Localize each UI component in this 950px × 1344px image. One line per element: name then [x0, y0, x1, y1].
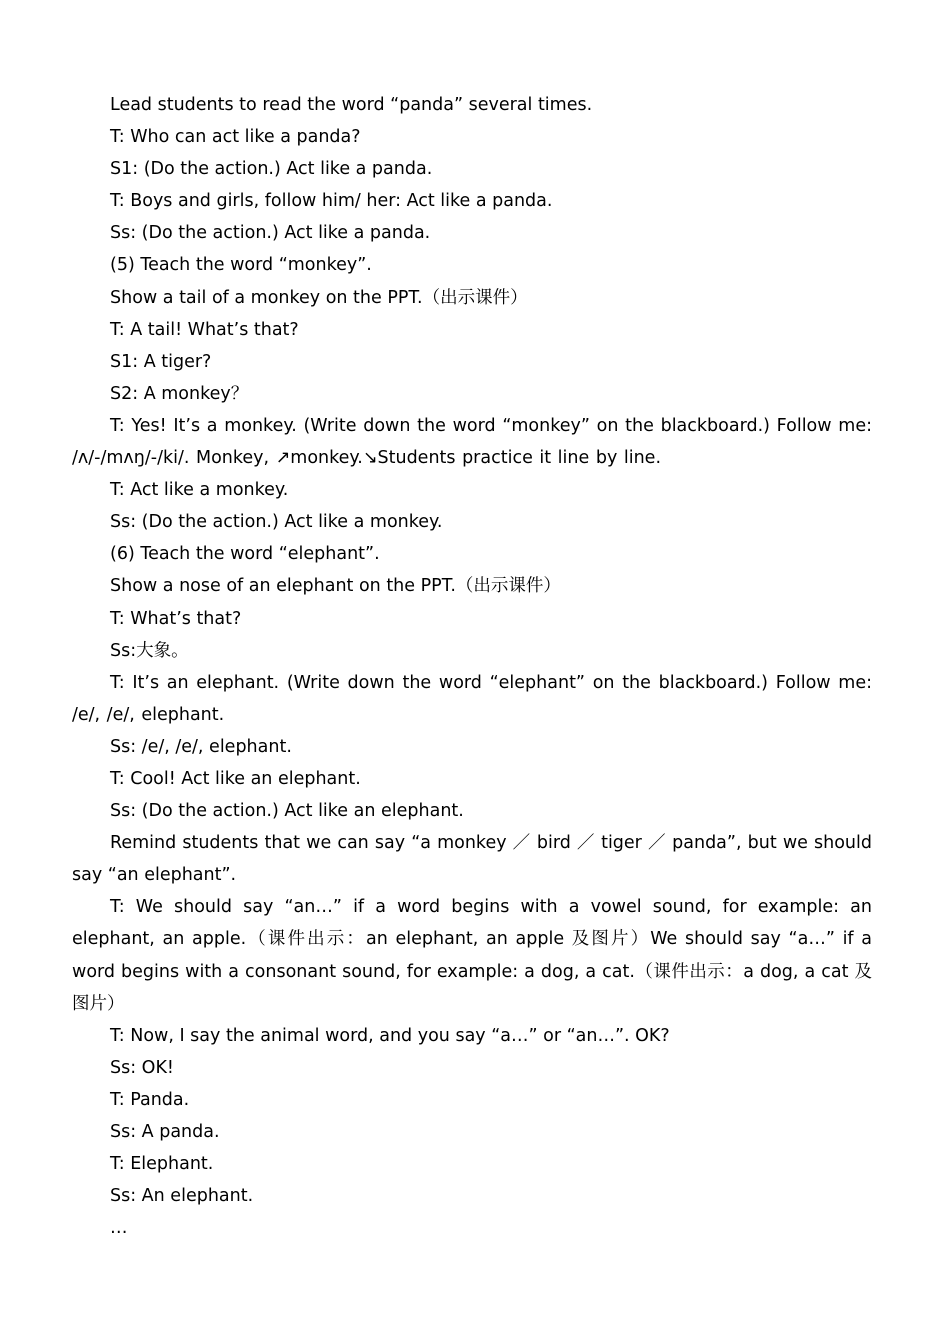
paragraph-now-i-say: T: Now, I say the animal word, and you say “a…” or “an…”. OK? [110, 1025, 670, 1046]
paragraph-t-panda: T: Panda. [110, 1089, 190, 1110]
paragraph-show-nose: Show a nose of an elephant on the PPT.（出示课件） [110, 576, 561, 597]
paragraph-t-elephant: T: Elephant. [110, 1154, 214, 1175]
lesson-plan-page [72, 89, 872, 1244]
paragraph-vowel-consonant: T: We should say “an…” if a word begins with a vowel sound, for example: an elephant, an apple.（课件出示：an elephant, an apple 及图片）We should say “a…” if a word begins with a consonant sound, for example: a dog, a cat.（课件出示：a dog, a cat 及图片） [72, 897, 872, 1014]
paragraph-cool-act: T: Cool! Act like an elephant. [110, 768, 361, 789]
paragraph-s1-act-panda: S1: (Do the action.) Act like a panda. [110, 159, 433, 180]
paragraph-ss-e-elephant: Ss: /e/, /e/, elephant. [110, 736, 292, 757]
paragraph-who-can-act: T: Who can act like a panda? [110, 127, 361, 148]
paragraph-ellipsis: … [110, 1218, 128, 1239]
paragraph-show-tail: Show a tail of a monkey on the PPT.（出示课件） [110, 287, 528, 308]
paragraph-a-tail: T: A tail! What’s that? [110, 319, 299, 340]
paragraph-ss-act-panda: Ss: (Do the action.) Act like a panda. [110, 223, 431, 244]
paragraph-ss-act-monkey: Ss: (Do the action.) Act like a monkey. [110, 512, 443, 533]
paragraph-remind-students: Remind students that we can say “a monkey ／ bird ／ tiger ／ panda”, but we should say “an elephant”. [72, 833, 872, 886]
paragraph-ss-daxiang: Ss:大象。 [110, 640, 189, 661]
paragraph-whats-that: T: What’s that? [110, 608, 242, 629]
paragraph-s2-monkey: S2: A monkey？ [110, 383, 249, 404]
paragraph-s1-tiger: S1: A tiger? [110, 351, 212, 372]
paragraph-read-panda: Lead students to read the word “panda” several times. [110, 95, 593, 115]
paragraph-its-a-monkey: T: Yes! It’s a monkey. (Write down the word “monkey” on the blackboard.) Follow me: /ʌ/-/mʌŋ/-/ki/. Monkey, ↗monkey.↘Students practice it line by line. [72, 415, 872, 469]
paragraph-ss-ok: Ss: OK! [110, 1057, 174, 1078]
paragraph-ss-act-elephant: Ss: (Do the action.) Act like an elephant. [110, 801, 464, 822]
paragraph-follow-him: T: Boys and girls, follow him/ her: Act like a panda. [110, 191, 553, 212]
paragraph-teach-elephant: (6) Teach the word “elephant”. [110, 544, 380, 565]
paragraph-teach-monkey: (5) Teach the word “monkey”. [110, 255, 372, 276]
paragraph-act-like-monkey: T: Act like a monkey. [110, 480, 289, 501]
paragraph-ss-an-elephant: Ss: An elephant. [110, 1186, 254, 1207]
paragraph-ss-a-panda: Ss: A panda. [110, 1122, 220, 1142]
paragraph-its-an-elephant: T: It’s an elephant. (Write down the word “elephant” on the blackboard.) Follow me: /e/, /e/, elephant. [72, 672, 872, 725]
